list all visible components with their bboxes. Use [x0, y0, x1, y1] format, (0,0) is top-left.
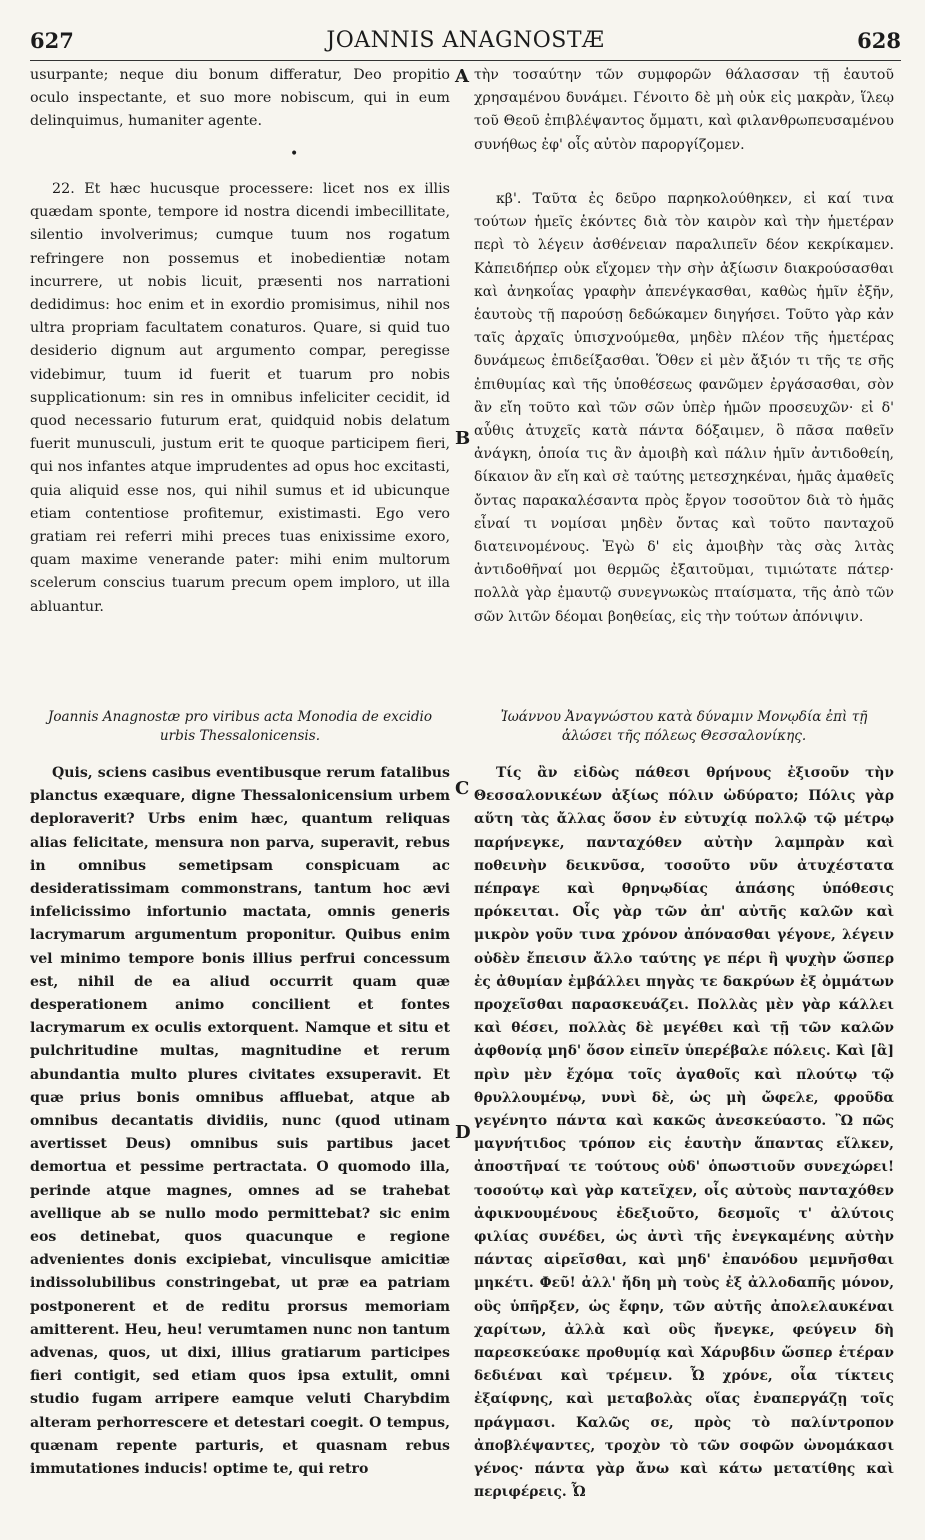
greek-paragraph-2-box — [474, 188, 894, 688]
section-dot: • — [290, 146, 299, 162]
greek-monody-title: Ἰωάννου Ἀναγνώστου κατὰ δύναμιν Μονῳδία ἐπὶ τῇ ἁλώσει τῆς πόλεως Θεσσαλονίκης. — [500, 709, 868, 744]
latin-paragraph-3-box — [30, 762, 450, 1522]
latin-paragraph-3: Quis, sciens casibus eventibusque rerum fatalibus planctus exæquare, digne Thessalonicensium urbem deploraverit? Urbs enim hæc, quantum reliquas alias felicitate, mensura non parva, superavit, rebus in omnibus semetipsam conspicuam ac desideratissimam commonstrans, tantum hoc ævi infelicissimo infortunio mactata, omnis generis lacrymarum argumentum proponitur. Quibus enim vel minimo tempore bonis illius perfrui concessum est, nihil de ea aliud occurrit quam quæ desperationem animo concilient et fontes lacrymarum ex oculis extorquent. Namque et situ et pulchritudine multas, magnitudine et rerum abundantia multo plures civitates exsuperavit. Et quæ prius bonis omnibus affluebat, atque ab omnibus decantatis dividiis, nunc (quod utinam avertisset Deus) omnibus suis partibus jacet demortua et pessime pertractata. O quomodo illa, perinde atque magnes, omnes ad se trahebat avellique ab se nullo modo permittebat? sic enim eos detinebat, quos quacunque e regione advenientes donis excipiebat, vinculisque amicitiæ indissolubilibus constringebat, ut præ ea patriam postponerent et de reditu prorsus memoriam amitterent. Heu, heu! verumtamen nunc non tantum advenas, quos, ut dixi, illius gratiarum participes fieri contigit, sed etiam quos ipsa extulit, omni studio fugam arripere eamque veluti Charybdim alteram perhorrescere et detestari coegit. O tempus, quænam repente parturis, et quasnam rebus immutationes inducis! optime te, qui retro — [30, 765, 450, 1478]
greek-paragraph-1: τὴν τοσαύτην τῶν συμφορῶν θάλασσαν τῇ ἑαυτοῦ χρησαμένου δυνάμει. Γένοιτο δὲ μὴ οὐκ εἰς μακρὰν, ἵλεῳ τοῦ Θεοῦ ἐπιβλέψαντος ὄμματι, καὶ φιλανθρωπευσαμένου συνήθως ἐφ' οἷς αὐτὸν παροργίζομεν. — [474, 67, 894, 153]
latin-paragraph-1-box — [30, 64, 450, 160]
margin-letter-b: B — [455, 428, 471, 449]
page-number-right: 628 — [857, 28, 901, 53]
latin-paragraph-1: usurpante; neque diu bonum differatur, Deo propitio oculo inspectante, et suo more nobiscum, qui in eum delinquimus, humaniter agente. — [30, 67, 450, 130]
greek-paragraph-1-box — [474, 64, 894, 184]
latin-monody-title: Joannis Anagnostæ pro viribus acta Monodia de excidio urbis Thessalonicensis. — [47, 709, 433, 744]
page-number-left: 627 — [30, 28, 74, 53]
greek-title-box — [474, 708, 894, 752]
latin-title-box — [30, 708, 450, 752]
latin-paragraph-2-box — [30, 178, 450, 668]
greek-paragraph-3-box — [474, 762, 894, 1522]
running-title: JOANNIS ANAGNOSTÆ — [326, 28, 605, 53]
margin-letter-a: A — [455, 66, 469, 87]
latin-paragraph-2: 22. Et hæc hucusque processere: licet nos ex illis quædam sponte, tempore id nostra dicendi imbecillitate, silentio involverimus; cumque tuum nos rogatum refringere non possemus et inobedientiæ notam incurrere, ut nobis licuit, præsenti nos narrationi dedidimus: hoc enim et in exordio promisimus, nihil nos ultra propriam facultatem conaturos. Quare, si quid tuo desiderio dignum aut argumento compar, peregisse videbimur, tuum id fuerit et tuarum pro nobis supplicationum: sin res in omnibus infeliciter cecidit, id quod necessario futurum erat, quidquid nobis delatum fuerit munusculi, justum erit te quoque participem fieri, qui nos infantes atque imprudentes ad opus hoc excitasti, quia aliquid esse nos, qui nihil sumus et id ubicunque etiam contentiose profitemur, existimasti. Ego vero gratiam rei referri mihi preces tuas enixissime exoro, quam maxime venerande pater: mihi enim multorum scelerum conscius tuarum precum opem imploro, ut illa abluantur. — [30, 181, 450, 615]
margin-letter-d: D — [455, 1122, 471, 1143]
header-rule — [30, 60, 901, 61]
margin-letter-c: C — [455, 778, 470, 799]
greek-paragraph-2: κβ'. Ταῦτα ἐς δεῦρο παρηκολούθηκεν, εἰ καί τινα τούτων ἡμεῖς ἑκόντες διὰ τὸν καιρὸν καὶ τὴν ἡμετέραν περὶ τὸ λέγειν ἀσθένειαν παραλιπεῖν δέον κεκρίκαμεν. Κἀπειδήπερ οὐκ εἴχομεν τὴν σὴν ἀξίωσιν διακρούσασθαι καὶ ἀνηκοΐας γραφὴν ἀπενέγκασθαι, καθὼς ἡμῖν ἐξῆν, ἑαυτοὺς τῇ παρούσῃ δεδώκαμεν διηγήσει. Τοῦτο γὰρ κἀν ταῖς ἀρχαῖς ὑπισχνούμεθα, μηδὲν πλέον τῆς ἡμετέρας δυνάμεως ἐπιδείξασθαι. Ὅθεν εἰ μὲν ἄξιόν τι τῆς τε σῆς ἐπιθυμίας καὶ τῆς ὑποθέσεως φανῶμεν ἐργάσασθαι, σὸν ἂν εἴη τοῦτο καὶ τῶν σῶν ὑπὲρ ἡμῶν προσευχῶν· εἰ δ' αὖθις ἀτυχεῖς κατὰ πάντα δόξαιμεν, ὃ πᾶσα παθεῖν ἀνάγκη, ὁποία τις ἂν ἀμοιβὴ καὶ πάλιν ἡμῖν ἀντιδοθείη, δίκαιον ἂν εἴη καὶ σὲ ταύτης μετεσχηκέναι, ἡμᾶς ἀμαθεῖς ὄντας παρακαλέσαντα πρὸς ἔργον τοσοῦτον διὰ τὸ ἡμᾶς εἶναί τι νομίσαι μηδὲν ὄντας καὶ τοῦτο πανταχοῦ διατεινομένους. Ἐγὼ δ' εἰς ἀμοιβὴν τὰς σὰς λιτὰς ἀντιδοθῆναί μοι θερμῶς ἐξαιτοῦμαι, τιμιώτατε πάτερ· πολλὰ γὰρ ἐμαυτῷ συνεγνωκὼς πταίσματα, τῆς ἀπὸ τῶν σῶν λιτῶν δέομαι βοηθείας, εἰς τὴν τούτων ἀπόνιψιν. — [474, 191, 894, 625]
running-header — [30, 28, 901, 60]
greek-paragraph-3: Τίς ἂν εἰδὼς πάθεσι θρήνους ἐξισοῦν τὴν Θεσσαλονικέων ἀξίως πόλιν ὠδύρατο; Πόλις γὰρ αὕτη τὰς ἄλλας ὅσον ἐν εὐτυχίᾳ πολλῷ τῷ μέτρῳ παρήνεγκε, πανταχόθεν αὐτὴν λαμπρὰν καὶ ποθεινὴν δεικνῦσα, τοσοῦτο νῦν ἀτυχέστατα πέπραγε καὶ θρηνῳδίας ἁπάσης ὑπόθεσις πρόκειται. Οἷς γὰρ τῶν ἀπ' αὐτῆς καλῶν καὶ μικρὸν γοῦν τινα χρόνον ἀπόνασθαι γέγονε, λέγειν οὐδὲν ἔπεισιν ἄλλο ταύτης γε πέρι ἢ ψυχὴν ὥσπερ ἐς ἀθυμίαν ἐμβάλλει πηγὰς τε δακρύων ἐξ ὀμμάτων προχεῖσθαι παρασκευάζει. Πολλὰς μὲν γὰρ κάλλει καὶ θέσει, πολλὰς δὲ μεγέθει καὶ τῇ τῶν καλῶν ἀφθονίᾳ μηδ' ὅσον εἰπεῖν ὑπερέβαλε πόλεις. Καὶ [ἃ] πρὶν μὲν ἔχόμα τοῖς ἀγαθοῖς καὶ πλούτῳ τῷ θρυλλουμένῳ, νυνὶ δὲ, ὡς μὴ ὤφελε, φροῦδα γεγένητο πάντα καὶ κακῶς ἀνεσκεύαστο. Ὢ πῶς μαγνήτιδος τρόπον εἰς ἑαυτὴν ἅπαντας εἵλκεν, ἀποστῆναί τε τούτους οὐδ' ὁπωστιοῦν συνεχώρει! τοσούτῳ καὶ γὰρ κατεῖχεν, οἷς αὐτοὺς πανταχόθεν ἀφικνουμένους ἐδεξιοῦτο, δεσμοῖς τ' ἀλύτοις φιλίας συνέδει, ὡς ἀντὶ τῆς ἐνεγκαμένης αὐτὴν πάντας αἱρεῖσθαι, καὶ μηδ' ἐπανόδου μεμνῆσθαι μηκέτι. Φεῦ! ἀλλ' ἤδη μὴ τοὺς ἐξ ἀλλοδαπῆς μόνον, οὓς ὑπῆρξεν, ὡς ἔφην, τῶν αὐτῆς ἀπολελαυκέναι χαρίτων, ἀλλὰ καὶ οὓς ἤνεγκε, φεύγειν δὴ παρεσκεύακε προθυμίᾳ καὶ Χάρυβδιν ὥσπερ ἑτέραν δεδιέναι καὶ τρέμειν. Ὦ χρόνε, οἷα τίκτεις ἐξαίφνης, καὶ μεταβολὰς οἵας ἐναπεργάζῃ τοῖς πράγμασι. Καλῶς σε, πρὸς τὸ παλίντροπον ἀποβλέψαντες, τροχὸν τὸ τῶν σοφῶν ὠνομάκασι γένος· πάντα γὰρ ἄνω καὶ κάτω μετατίθης καὶ περιφέρεις. Ὦ — [474, 765, 894, 1501]
